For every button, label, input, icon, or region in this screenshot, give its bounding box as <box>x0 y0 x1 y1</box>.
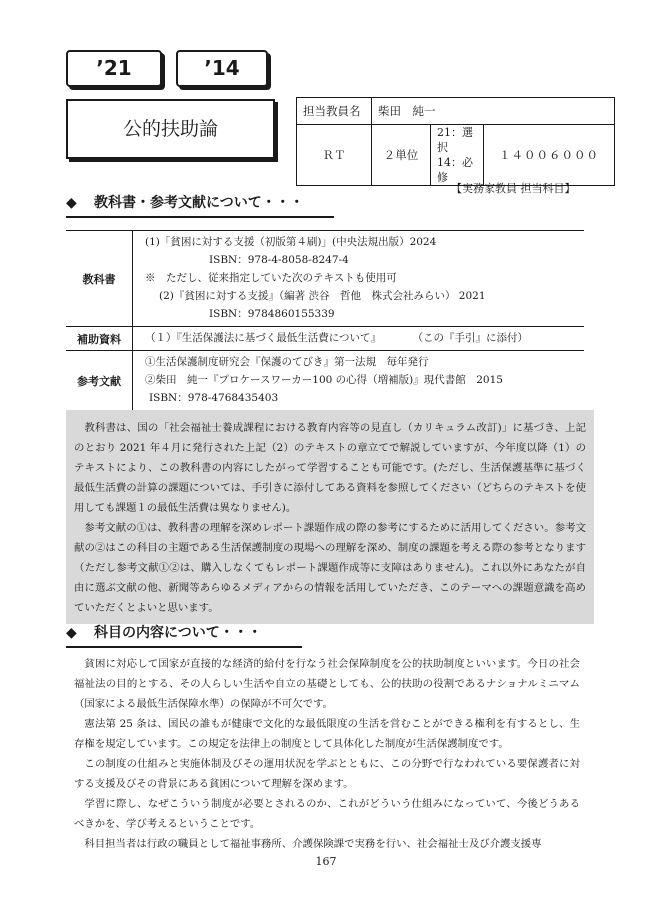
section-underline <box>66 216 334 218</box>
textbook-line: (1)「貧困に対する支援（初版第４刷)」(中央法規出版）2024 <box>145 236 437 248</box>
references-table <box>66 230 584 411</box>
course-type: ＲＴ <box>297 125 372 186</box>
supplementary-row <box>66 327 584 351</box>
supplementary-label: 補助資料 <box>66 327 133 350</box>
textbook-row <box>66 231 584 327</box>
body-paragraph: 貧困に対応して国家が直接的な経済的給付を行なう社会保障制度を公的扶助制度といいます。今日の社会福祉法の目的とする、その人らしい生活や自立の基礎としても、公的扶助の役割であるナショナルミニマム（国家による最低生活保障水準）の保障が不可欠です。 <box>74 658 580 710</box>
year-tab-2014: ’14 <box>176 50 268 87</box>
explanation-paragraph: 教科書は、国の「社会福祉士養成課程における教育内容等の見直し（カリキュラム改訂)」に基づき、上記のとおり 2021 年４月に発行された上記（2）のテキストの章立てで解説していますが、今年度以降（1）のテキストにより、この教科書の内容にしたがって学習することも可能です。(ただし、生活保護基準に基づく最低生活費の計算の課題については、手引きに添付してある資料を参照してください（どちらのテキストを使用しても課題１の最低生活費は異なりません)。 <box>74 422 586 514</box>
textbook-line: (2)『貧困に対する支援』（編著 渋谷 哲他 株式会社みらい） 2021 <box>159 290 486 302</box>
course-title: 公的扶助論 <box>66 99 275 159</box>
reference-line: ISBN：978-4768435403 <box>149 392 279 404</box>
reference-row <box>66 351 584 410</box>
page-number: 167 <box>315 855 337 868</box>
body-paragraph: 憲法第 25 条は、国民の誰もが健康で文化的な最低限度の生活を営むことができる権利を有するとし、生存権を規定しています。この規定を法律上の制度として具体化した制度が生活保護制度です。 <box>74 718 580 750</box>
course-status <box>431 125 484 186</box>
textbook-explanation-box <box>66 410 594 624</box>
status-required: 14：必修 <box>437 156 473 184</box>
section-textbooks-title: 教科書・参考文献について・・・ <box>94 195 304 211</box>
course-credits: ２単位 <box>372 125 431 186</box>
section-content-title: 科目の内容について・・・ <box>94 625 262 641</box>
course-code: １４００６０００ <box>484 125 615 186</box>
section-content-heading <box>66 622 262 642</box>
instructor-name: 柴田 純一 <box>372 98 615 125</box>
reference-label: 参考文献 <box>66 351 133 410</box>
diamond-icon: ◆ <box>66 195 77 211</box>
diamond-icon: ◆ <box>66 625 77 641</box>
body-paragraph: 科目担当者は行政の職員として福祉事務所、介護保険課で実務を行い、社会福祉士及び介護支援専 <box>84 838 542 850</box>
explanation-paragraph: 参考文献の①は、教科書の理解を深めレポート課題作成の際の参考にするために活用してください。参考文献の②はこの科目の主題である生活保護制度の現場への理解を深め、制度の課題を考える際の参考となります（ただし参考文献①②は、購入しなくてもレポート課題作成等に支障はありません)。これ以外にあなたが自由に選ぶ文献の他、新聞等あらゆるメディアからの情報を活用していただき、このテーマへの課題意識を高めていただくとよいと思います。 <box>74 522 586 614</box>
body-paragraph: 学習に際し、なぜこういう制度が必要とされるのか、これがどういう仕組みになっていて、今後どうあるべきかを、学び考えるということです。 <box>74 798 580 830</box>
expert-note: 【実務家教員 担当科目】 <box>451 182 576 195</box>
reference-line: ①生活保護制度研究会『保護のてびき』第一法規 毎年発行 <box>145 356 429 368</box>
body-paragraph: この制度の仕組みと実施体制及びその運用状況を学ぶとともに、この分野で行なわれている要保護者に対する支援及びその背景にある貧困について理解を深めます。 <box>74 758 580 790</box>
textbook-line: ISBN：9784860155339 <box>209 308 335 320</box>
year-tab-2021: ’21 <box>66 50 162 87</box>
section-textbooks-heading <box>66 192 304 212</box>
textbook-line: ISBN：978-4-8058-8247-4 <box>209 254 349 266</box>
textbook-line: ※ ただし、従来指定していた次のテキストも使用可 <box>145 272 397 284</box>
instructor-label: 担当教員名 <box>297 98 372 125</box>
course-content-text <box>74 654 580 854</box>
status-elective: 21：選択 <box>437 126 473 154</box>
textbook-label: 教科書 <box>66 231 133 326</box>
course-info-table <box>296 97 615 186</box>
section-underline <box>66 646 302 648</box>
supplementary-text: （１）『生活保護法に基づく最低生活費について』 （この『手引』に添付） <box>145 332 529 344</box>
reference-line: ②柴田 純一『プロケースワーカー100 の心得（増補版)』現代書館 2015 <box>145 374 503 386</box>
